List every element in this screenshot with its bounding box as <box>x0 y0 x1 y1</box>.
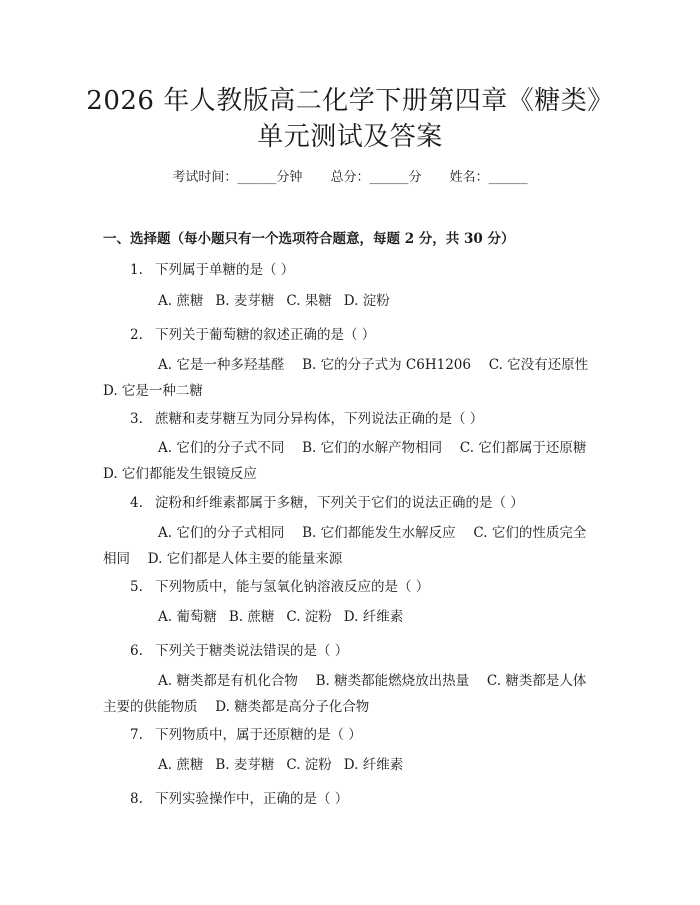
question-1-options <box>103 288 597 314</box>
question-7-options <box>103 752 597 778</box>
question-7 <box>103 725 597 745</box>
section-heading: 一、选择题（每小题只有一个选项符合题意，每题 2 分，共 30 分） <box>103 231 515 247</box>
total-score-field: 总分：______分 <box>330 170 422 185</box>
question-number: 4. <box>130 495 143 511</box>
question-6 <box>103 641 597 661</box>
question-number: 7. <box>130 727 143 743</box>
question-number: 5. <box>130 579 143 595</box>
question-3 <box>103 409 597 429</box>
question-5-options <box>103 604 597 630</box>
question-stem: 下列关于葡萄糖的叙述正确的是（ ） <box>155 327 376 343</box>
question-stem: 下列属于单糖的是（ ） <box>155 262 295 278</box>
question-number: 8. <box>130 791 143 807</box>
question-number: 3. <box>130 411 143 427</box>
exam-meta <box>0 168 700 188</box>
question-6-options: A. 糖类都是有机化合物 B. 糖类都能燃烧放出热量 C. 糖类都是人体主要的供能物质 D. 糖类都是高分子化合物 <box>103 673 587 715</box>
question-number: 2. <box>130 327 143 343</box>
question-stem: 淀粉和纤维素都属于多糖，下列关于它们的说法正确的是（ ） <box>155 495 524 511</box>
option-c: C. 淀粉 <box>286 757 332 773</box>
option-a: A. 葡萄糖 <box>158 609 217 625</box>
option-b: B. 麦芽糖 <box>215 757 275 773</box>
option-b: B. 麦芽糖 <box>215 293 275 309</box>
question-stem: 下列物质中，能与氢氧化钠溶液反应的是（ ） <box>155 579 430 595</box>
page-subtitle: 单元测试及答案 <box>257 122 443 152</box>
page-title: 2026 年人教版高二化学下册第四章《糖类》 <box>86 86 614 116</box>
question-stem: 下列物质中，属于还原糖的是（ ） <box>155 727 362 743</box>
question-5 <box>103 577 597 597</box>
option-c: C. 淀粉 <box>286 609 332 625</box>
question-number: 6. <box>130 643 143 659</box>
option-a: A. 蔗糖 <box>158 757 204 773</box>
question-stem: 下列关于糖类说法错误的是（ ） <box>155 643 349 659</box>
question-stem: 蔗糖和麦芽糖互为同分异构体，下列说法正确的是（ ） <box>155 411 484 427</box>
option-a: A. 蔗糖 <box>158 293 204 309</box>
option-c: C. 果糖 <box>286 293 332 309</box>
question-2 <box>103 325 597 345</box>
option-d: D. 纤维素 <box>343 757 404 773</box>
question-number: 1. <box>130 262 143 278</box>
question-3-options: A. 它们的分子式不同 B. 它们的水解产物相同 C. 它们都属于还原糖 D. 它们都能发生银镜反应 <box>103 440 605 482</box>
question-4 <box>103 493 597 513</box>
question-stem: 下列实验操作中，正确的是（ ） <box>155 791 349 807</box>
exam-time-field: 考试时间：______分钟 <box>172 170 303 185</box>
question-4-options: A. 它们的分子式相同 B. 它们都能发生水解反应 C. 它们的性质完全相同 D. 它们都是人体主要的能量来源 <box>103 525 587 567</box>
option-d: D. 纤维素 <box>343 609 404 625</box>
option-d: D. 淀粉 <box>343 293 390 309</box>
question-8 <box>103 789 597 809</box>
question-2-options: A. 它是一种多羟基醛 B. 它的分子式为 C6H1206 C. 它没有还原性 D. 它是一种二糖 <box>103 357 606 399</box>
question-1 <box>103 260 597 280</box>
student-name-field: 姓名：______ <box>449 170 528 185</box>
option-b: B. 蔗糖 <box>228 609 275 625</box>
